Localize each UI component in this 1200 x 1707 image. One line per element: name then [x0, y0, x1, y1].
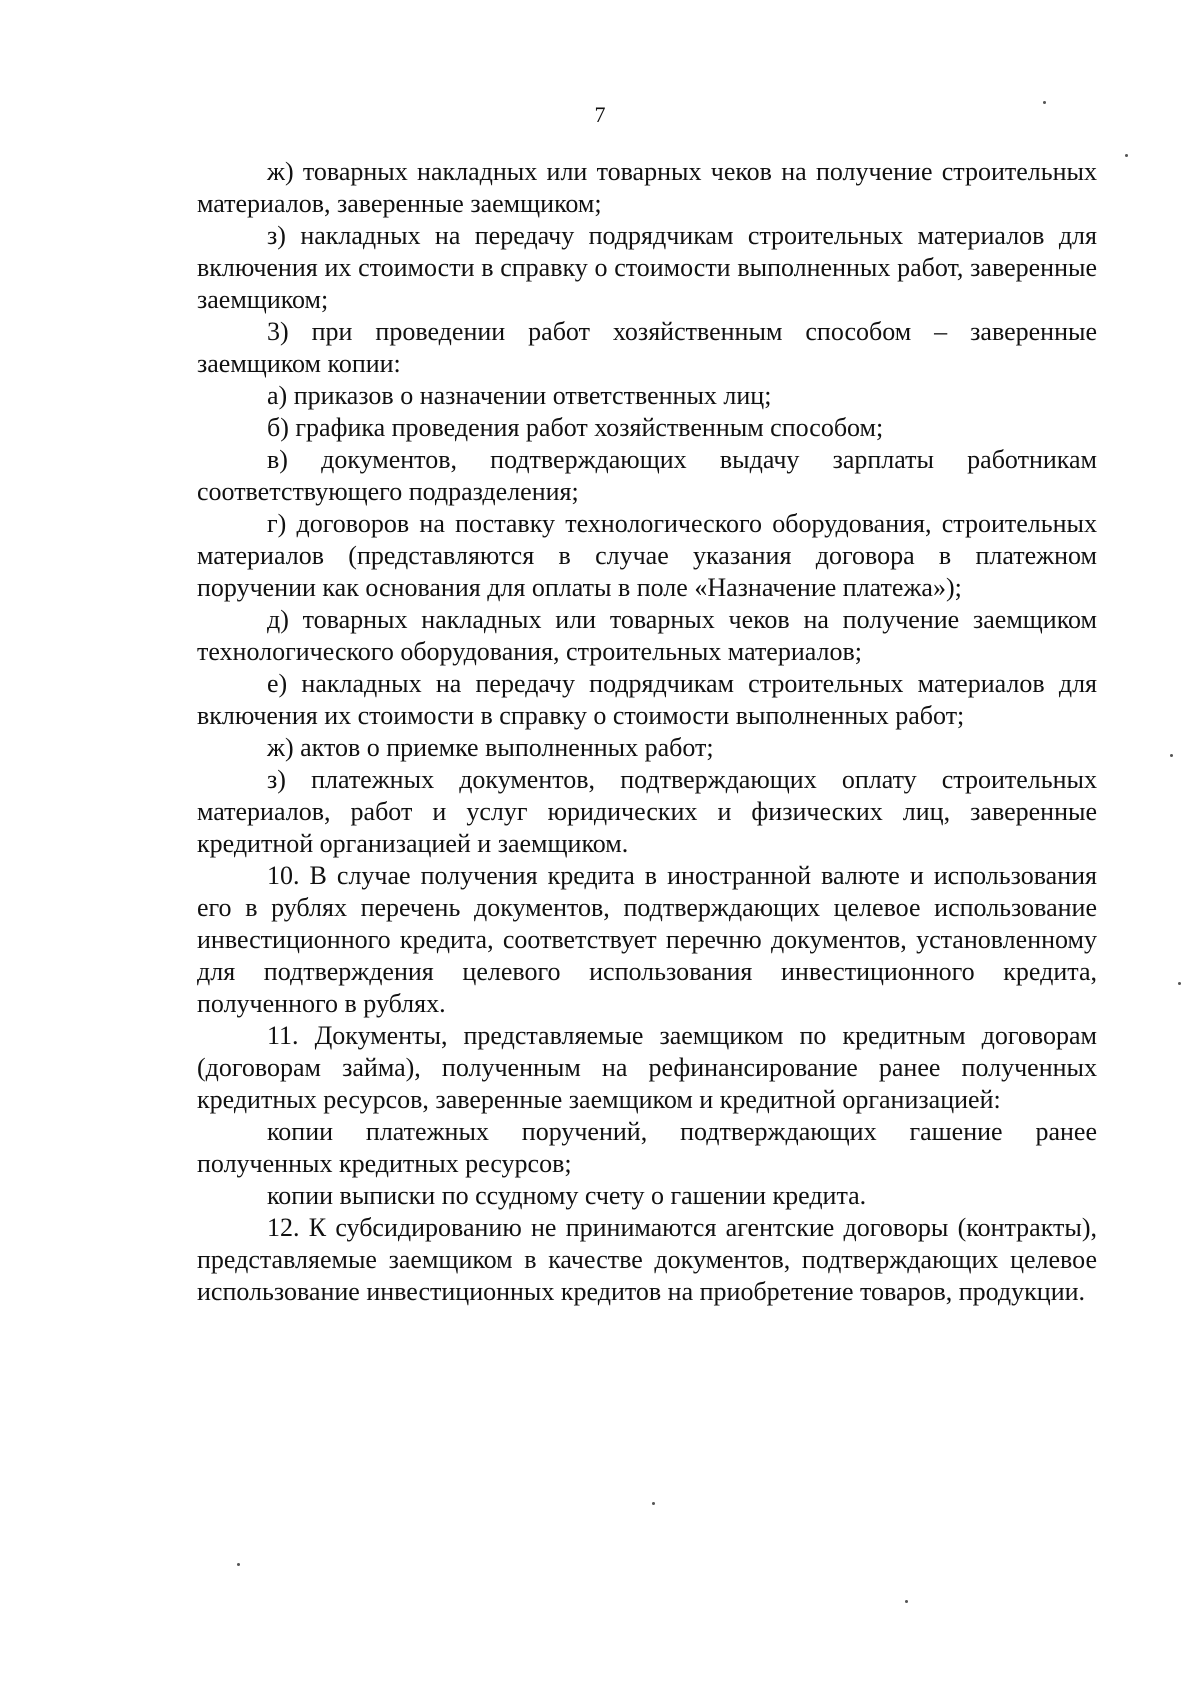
- scan-speck: [237, 1563, 240, 1566]
- paragraph-g-supply-contracts: г) договоров на поставку технологического оборудования, строительных материалов (представляются в случае указания договора в платежном поручении как основания для оплаты в поле «Назначение платежа»);: [197, 509, 1097, 602]
- paragraph-payment-order-copies: копии платежных поручений, подтверждающих гашение ранее полученных кредитных ресурсов;: [197, 1117, 1097, 1178]
- scan-speck: [1178, 982, 1181, 985]
- scan-speck: [1125, 154, 1128, 157]
- paragraph-e-transfer-invoices: е) накладных на передачу подрядчикам строительных материалов для включения их стоимости в справку о стоимости выполненных работ;: [197, 669, 1097, 730]
- paragraph-z-transfer-invoices: з) накладных на передачу подрядчикам строительных материалов для включения их стоимости в справку о стоимости выполненных работ, заверенные заемщиком;: [197, 221, 1097, 314]
- paragraph-a-orders: а) приказов о назначении ответственных лиц;: [267, 381, 772, 410]
- page-number: 7: [594, 102, 606, 127]
- paragraph-zh-acceptance-acts: ж) актов о приемке выполненных работ;: [267, 733, 714, 762]
- paragraph-10-foreign-currency: 10. В случае получения кредита в иностранной валюте и использования его в рублях перечень документов, подтверждающих целевое использование инвестиционного кредита, соответствует перечню документов, установленному для подтверждения целевого использования инвестиционного кредита, полученного в рублях.: [197, 861, 1097, 1018]
- paragraph-3-in-house-works: 3) при проведении работ хозяйственным способом – заверенные заемщиком копии:: [197, 317, 1097, 378]
- paragraph-zh-invoices: ж) товарных накладных или товарных чеков на получение строительных материалов, заверенные заемщиком;: [197, 157, 1097, 218]
- scan-speck: [1170, 754, 1173, 757]
- document-body: [197, 156, 1097, 1308]
- paragraph-11-refinancing: 11. Документы, представляемые заемщиком по кредитным договорам (договорам займа), полученным на рефинансирование ранее полученных кредитных ресурсов, заверенные заемщиком и кредитной организацией:: [197, 1021, 1097, 1114]
- paragraph-z-payment-documents: з) платежных документов, подтверждающих оплату строительных материалов, работ и услуг юридических и физических лиц, заверенные кредитной организацией и заемщиком.: [197, 765, 1097, 858]
- paragraph-12-agency-contracts: 12. К субсидированию не принимаются агентские договоры (контракты), представляемые заемщиком в качестве документов, подтверждающих целевое использование инвестиционных кредитов на приобретение товаров, продукции.: [197, 1213, 1097, 1306]
- paragraph-d-equipment-invoices: д) товарных накладных или товарных чеков на получение заемщиком технологического оборудования, строительных материалов;: [197, 605, 1097, 666]
- paragraph-b-schedule: б) графика проведения работ хозяйственным способом;: [267, 413, 884, 442]
- paragraph-v-salary-documents: в) документов, подтверждающих выдачу зарплаты работникам соответствующего подразделения;: [197, 445, 1097, 506]
- scan-speck: [1043, 101, 1046, 104]
- scan-speck: [905, 1600, 908, 1603]
- scan-speck: [652, 1502, 655, 1505]
- paragraph-loan-statement-copies: копии выписки по ссудному счету о гашении кредита.: [267, 1181, 867, 1210]
